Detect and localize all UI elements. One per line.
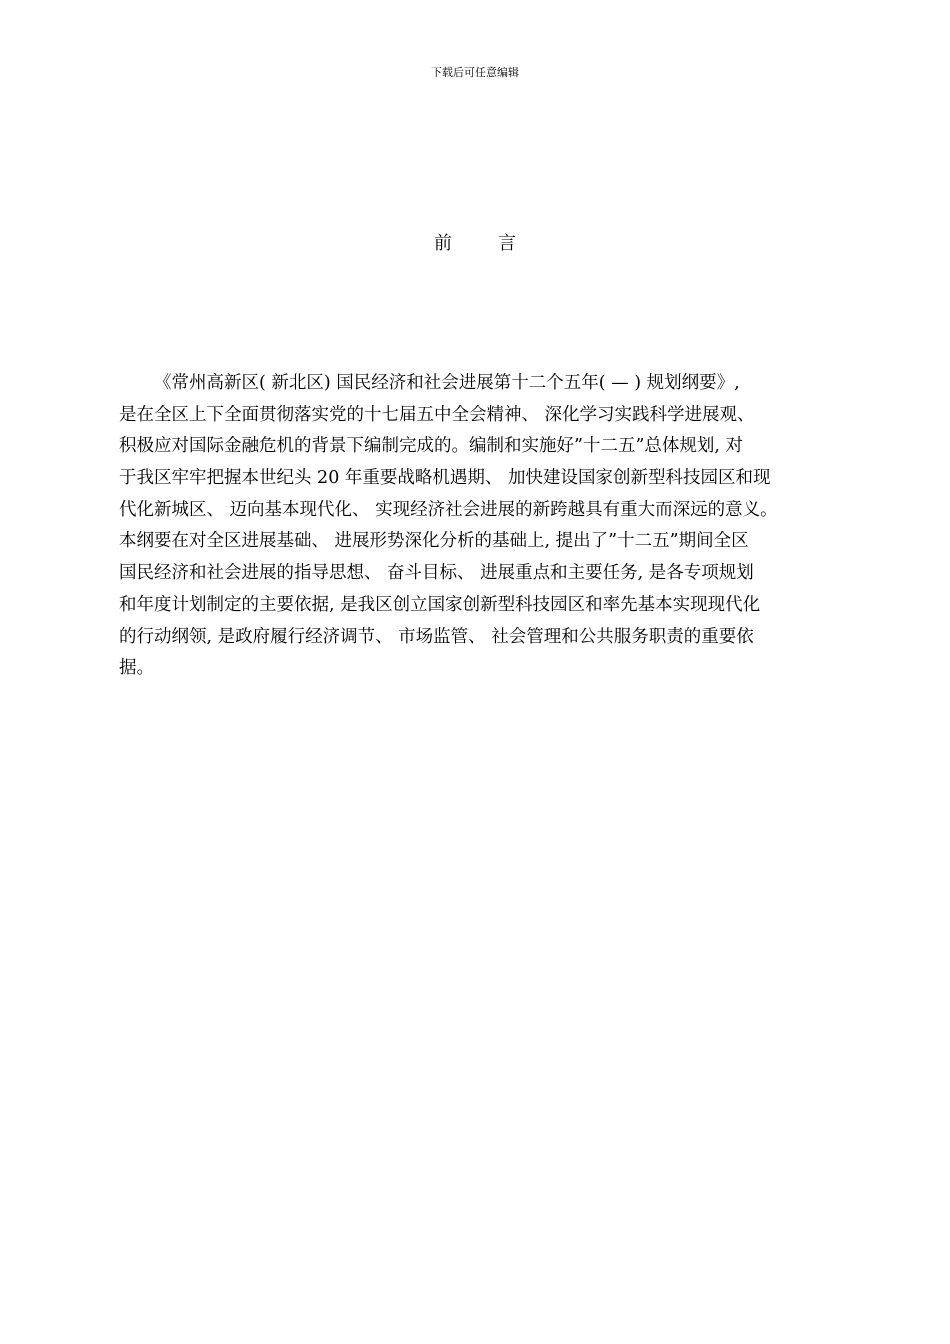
paragraph-line: 是在全区上下全面贯彻落实党的十七届五中全会精神、 深化学习实践科学进展观、 <box>119 404 755 425</box>
paragraph-line: 于我区牢牢把握本世纪头 20 年重要战略机遇期、 加快建设国家创新型科技园区和现 <box>119 468 771 489</box>
paragraph-line: 本纲要在对全区进展基础、 进展形势深化分析的基础上, 提出了”十二五”期间全区 <box>119 531 749 552</box>
paragraph-line: 代化新城区、 迈向基本现代化、 实现经济社会进展的新跨越具有重大而深远的意义。 <box>119 499 778 520</box>
heading-char-2: 言 <box>498 233 516 254</box>
paragraph-line: 《常州高新区( 新北区) 国民经济和社会进展第十二个五年( — ) 规划纲要》, <box>154 373 740 393</box>
preface-paragraph <box>119 368 847 685</box>
paragraph-line: 国民经济和社会进展的指导思想、 奋斗目标、 进展重点和主要任务, 是各专项规划 <box>119 563 754 584</box>
paragraph-line: 的行动纲领, 是政府履行经济调节、 市场监管、 社会管理和公共服务职责的重要依 <box>119 626 754 647</box>
paragraph-line: 据。 <box>119 658 154 679</box>
section-heading <box>0 232 950 256</box>
paragraph-line: 积极应对国际金融危机的背景下编制完成的。编制和实施好”十二五”总体规划, 对 <box>119 436 744 457</box>
paragraph-line: 和年度计划制定的主要依据, 是我区创立国家创新型科技园区和率先基本实现现代化 <box>119 594 761 615</box>
heading-char-1: 前 <box>434 233 452 254</box>
page-header-note: 下载后可任意编辑 <box>431 66 519 79</box>
